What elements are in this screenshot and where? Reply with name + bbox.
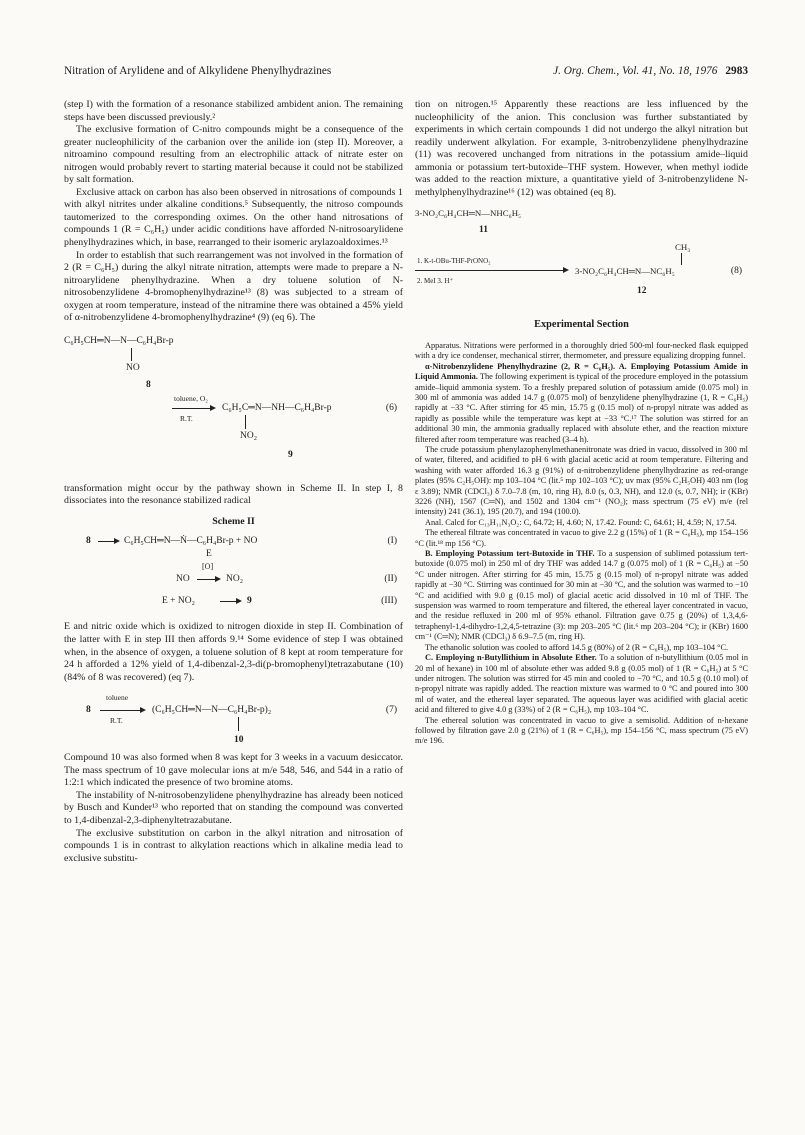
procedure-text: To a solution of n-butyllithium (0.05 mol in 20 ml of hexane) in 100 ml of absolute ether was added 9.8 g (0.05 mol) of 1 (R = C₆H₅) at 5 °C under nitrogen. The solution was stirred for 45 min and cooled to −70 °C, and 10.5 g (0.10 mol) of n-propyl nitrate was rapidly added. The reaction mixture was warmed to 0 °C and poured into 300 ml of water, and the ethereal layer separated. The aqueous layer was acidified with glacial acetic acid and filtered to give 4.0 g (33%) of 2 (R = C₆H₅), mp 103–104 °C. — [415, 653, 748, 715]
scheme-step1-reactant: 8 — [86, 536, 91, 547]
page-number: 2983 — [725, 65, 748, 77]
eq6-condition-top: toluene, O₂ — [174, 393, 208, 403]
journal-name: J. Org. Chem., Vol. 41, No. 18, 1976 — [553, 65, 718, 77]
eq7-arrowhead — [140, 707, 146, 713]
paragraph: Anal. Calcd for C₁₃H₁₁N₃O₂: C, 64.72; H, 4.60; N, 17.42. Found: C, 64.61; H, 4.59; N, 17.54. — [425, 517, 737, 527]
scheme-step3-arrowhead — [236, 598, 242, 604]
equation-7 — [64, 688, 403, 752]
equation-number-7: (7) — [385, 705, 397, 716]
paragraph: The exclusive formation of C-nitro compounds might be a consequence of the greater nucleophilicity of the carbanion over the anilide ion (step II). Moreover, a nitroamino compound resulting from an electrophilic attack of nitrate ester on nitrogen would probably revert to starting material because it could not be stabilized by salt formation. — [64, 124, 403, 186]
paragraph: transformation might occur by the pathway shown in Scheme II. In step I, 8 dissociates into the resonance stabilized radical — [64, 482, 403, 507]
paragraph: The crude potassium phenylazophenylmethanenitronate was dried in vacuo, dissolved in 300 ml of water, filtered, and acidified to pH 6 with glacial acetic acid at room temperature. Filtering and washing with water afforded 16.3 g (91%) of α-nitrobenzylidene phenylhydrazine as red-orange plates (95% C₂H₅OH): mp 103–104 °C (lit.⁵ mp 102–103 °C); uv max (95% C₂H₅OH) 403 nm (log ε 3.89); NMR (CDCl₃) δ 7.0–7.8 (m, 10, ring H), 8.0 (s, 0.3, NH), and 12.0 (s, 0.7, NH); ir (KBr) 3226 (NH), 1567 (C═N), and 1502 and 1304 cm⁻¹ (NO₂); mass spectrum (75 eV) m/e (rel intensity) 241 (36.1), 195 (20.7), and 194 (100.0). — [415, 444, 748, 517]
eq6-bond — [131, 348, 132, 361]
eq8-arrow — [415, 270, 565, 271]
eq6-condition-bottom: R.T. — [180, 413, 193, 423]
scheme-step-II: (II) — [384, 574, 397, 585]
paragraph: Exclusive attack on carbon has also been observed in nitrosations of compounds 1 with alkyl nitrites under alkaline conditions.⁵ Subsequently, the nitroso compounds tautomerized to the corresponding oximes. On the other hand nitrosations of compounds 1 (R = C₆H₅) under acidic conditions have afforded N-nitrosoarylidene phenylhydrazines which, in base, rearranged to their isomeric arylazoaldoximes.¹³ — [64, 186, 403, 249]
compound-number-9: 9 — [288, 449, 293, 460]
paragraph: Apparatus. Nitrations were performed in a thoroughly dried 500-ml four-necked flask equipped with a dry ice condenser, mechanical stirrer, thermometer, and pressure equalizing dropping funnel. — [415, 340, 748, 361]
eq6-arrowhead — [210, 405, 216, 411]
eq6-reactant-substituent: NO — [126, 362, 140, 373]
right-column — [415, 99, 748, 747]
eq7-condition-top: toluene — [106, 693, 129, 703]
scheme-II — [64, 533, 403, 621]
eq6-product: C₆H₅C═N—NH—C₆H₄Br-p — [222, 402, 332, 413]
compound-number-12: 12 — [637, 286, 647, 297]
paragraph: The exclusive substitution on carbon in the alkyl nitration and nitrosation of compounds 1 is in contrast to alkylation reactions which in alkaline media lead to exclusive substitu- — [64, 827, 403, 864]
eq6-reactant: C₆H₅CH═N—N—C₆H₄Br-p — [64, 335, 174, 346]
scheme-step3-reactants: E + NO₂ — [162, 596, 195, 607]
paragraph: The ethanolic solution was cooled to afford 14.5 g (80%) of 2 (R = C₆H₅), mp 103–104 °C. — [425, 642, 729, 652]
procedure-heading: α-Nitrobenzylidene Phenylhydrazine (2, R = C₆H₅). A. Employing Potassium Amide in Liquid Ammonia. — [415, 361, 748, 382]
eq8-reactant: 3-NO₂C₆H₄CH═N—NHC₆H₅ — [415, 208, 522, 219]
paragraph: tion on nitrogen.¹⁵ Apparently these reactions are less influenced by the nucleophilicity of the anion. This conclusion was further substantiated by experiments in which certain compounds 1 did not undergo the alkyl nitration but readily underwent alkylation. For example, 3-nitrobenzylidene phenylhydrazine (11) was recovered unchanged from nitrations in the potassium amide–liquid ammonia or potassium tert-butoxide–THF system. However, when methyl iodide was added to the reaction mixture, a quantitative yield of 3-nitrobenzylidene N-methylphenylhydrazine¹⁶ (12) was obtained (eq 8). — [415, 99, 748, 198]
scheme-step2-reactant: NO — [176, 574, 190, 585]
section-heading: Experimental Section — [534, 319, 629, 331]
equation-6 — [64, 331, 403, 483]
eq6-product-substituent: NO₂ — [240, 430, 258, 441]
equation-number-8: (8) — [730, 266, 742, 277]
left-column — [64, 99, 403, 865]
scheme-step2-product: NO₂ — [226, 574, 244, 585]
paragraph — [415, 362, 748, 445]
scheme-step2-arrow — [197, 579, 217, 580]
paragraph — [415, 653, 748, 715]
paragraph — [415, 549, 748, 643]
eq7-bond — [238, 717, 239, 731]
paragraph: The ethereal solution was concentrated in vacuo to give a semisolid. Addition of n-hexane followed by filtration gave 2.0 g (21%) of 1 (R = C₆H₅), mp 154–156 °C, mass spectrum (75 eV) m/e 196. — [415, 715, 748, 746]
equation-8 — [415, 207, 748, 309]
compound-number-8: 8 — [146, 379, 151, 390]
eq8-condition-bottom: 2. MeI 3. H⁺ — [417, 277, 454, 286]
scheme-title: Scheme II — [212, 515, 255, 527]
eq8-arrowhead — [563, 267, 569, 273]
equation-number-6: (6) — [385, 402, 397, 413]
eq6-product-bond — [245, 415, 246, 429]
scheme-step2-condition: [O] — [202, 562, 214, 572]
paragraph: The ethereal filtrate was concentrated in vacuo to give 2.2 g (15%) of 1 (R = C₆H₅), mp 154–156 °C (lit.¹⁸ mp 156 °C). — [415, 528, 748, 548]
paragraph: The instability of N-nitrosobenzylidene phenylhydrazine has already been noticed by Busch and Kunder¹³ who reported that on standing the compound was converted to 1,4-dibenzal-2,3-diphenyltetrazabutane. — [64, 789, 403, 826]
procedure-text: To a suspension of sublimed potassium tert-butoxide (0.075 mol) in 250 ml of dry THF was added 14.7 g (0.075 mol) of 1 (R = C₆H₅) at −50 °C under nitrogen. After stirring for 45 min, 15.75 g (0.15 mol) of n-propyl nitrate was added rapidly at −30 °C. Stirring was continued for 30 min at −30 °C, and the solution was warmed to −10 °C and acidified with 9.0 g (0.15 mol) of glacial acetic acid dissolved in 10 ml of THF. The suspension was warmed to room temperature and filtered, the ethereal layer concentrated in vacuo, and the residue refluxed in 200 ml of 95% ethanol. Filtration gave 0.75 g (20%) of 1,3,4,6-tetraphenyl-1,4-dihydro-1,2,4,5-tetrazine (3): mp 203–205 °C (lit.⁶ mp 203–204 °C); ir (KBr) 1600 cm⁻¹ (C═N); NMR (CDCl₃) δ 6.9–7.5 (m, ring H). — [415, 549, 748, 642]
paragraph: In order to establish that such rearrangement was not involved in the formation of 2 (R = C₆H₅) during the alkyl nitrate nitration, attempts were made to prepare a N-nitroarylidene phenylhydrazine. When a dry toluene solution of N-nitrosobenzylidene 4-bromophenylhydrazine¹³ (8) was subjected to a stream of oxygen at room temperature, instead of the nitramine there was obtained a 45% yield of α-nitrobenzylidene 4-bromophenylhydrazine⁴ (9) (eq 6). The — [64, 249, 403, 324]
scheme-step-III: (III) — [381, 596, 397, 607]
paragraph: Compound 10 was also formed when 8 was kept for 3 weeks in a vacuum desiccator. The mass spectrum of 10 gave molecular ions at m/e 548, 546, and 544 in a ratio of 1:2:1 which indicated the presence of two bromine atoms. — [64, 752, 403, 789]
paragraph: (step I) with the formation of a resonance stabilized ambident anion. The remaining steps have been discussed previously.² — [64, 99, 403, 123]
eq7-reactant: 8 — [86, 705, 91, 716]
procedure-heading: C. Employing n-Butyllithium in Absolute Ether. — [425, 653, 597, 663]
scheme-step1-products: C₆H₅CH═N—Ṅ—C₆H₄Br-p + NO — [124, 536, 258, 547]
eq6-arrow — [172, 408, 212, 409]
experimental-section — [415, 341, 748, 747]
eq7-condition-bottom: R.T. — [110, 716, 123, 726]
compound-number-10: 10 — [234, 735, 244, 746]
eq8-product-methyl: CH₃ — [675, 242, 691, 253]
scheme-step-I: (I) — [387, 536, 397, 547]
scheme-step2-arrowhead — [215, 576, 221, 582]
scheme-step1-arrowhead — [114, 538, 120, 544]
procedure-text: The following experiment is typical of the procedure employed in the potassium amide–liquid ammonia system. To a freshly prepared solution of potassium amide (0.075 mol) in 300 ml of ammonia was added 14.7 g (0.075 mol) of benzylidene phenylhydrazine (1, R = C₆H₅) rapidly at −33 °C. After stirring for 45 min, 15.75 g (0.15 mol) of n-propyl nitrate was added as rapidly as possible while the temperature was kept at −33 °C.¹⁷ The solution was stirred for an additional 30 min, the ammonia gradually replaced with absolute ether, and the reaction mixture filtered after room temperature was reached (3–4 h). — [415, 372, 748, 444]
procedure-heading: B. Employing Potassium tert-Butoxide in THF. — [425, 549, 595, 559]
eq8-methyl-bond — [681, 253, 682, 265]
eq8-product: 3-NO₂C₆H₄CH═N—NC₆H₅ — [575, 266, 675, 277]
eq7-product: (C₆H₅CH═N—N—C₆H₄Br-p)₂ — [152, 705, 272, 716]
eq7-arrow — [100, 710, 142, 711]
eq8-condition-top: 1. K-t-OBu-THF-PrONO₂ — [417, 257, 491, 266]
compound-number-11: 11 — [479, 225, 488, 236]
scheme-radical-E: E — [206, 549, 212, 560]
journal-citation — [553, 64, 748, 78]
paragraph: E and nitric oxide which is oxidized to nitrogen dioxide in step II. Combination of the latter with E in step III then affords 9.¹⁴ Some evidence of step I was obtained when, in the absence of oxygen, a toluene solution of 8 kept at room temperature for 24 h afforded a 12% yield of 1,4-dibenzal-2,3-di(p-bromophenyl)tetrazabutane (10) (84% of 8 was recovered) (eq 7). — [64, 621, 403, 683]
scheme-step3-product: 9 — [247, 596, 252, 607]
running-title: Nitration of Arylidene and of Alkylidene Phenylhydrazines — [64, 65, 332, 77]
